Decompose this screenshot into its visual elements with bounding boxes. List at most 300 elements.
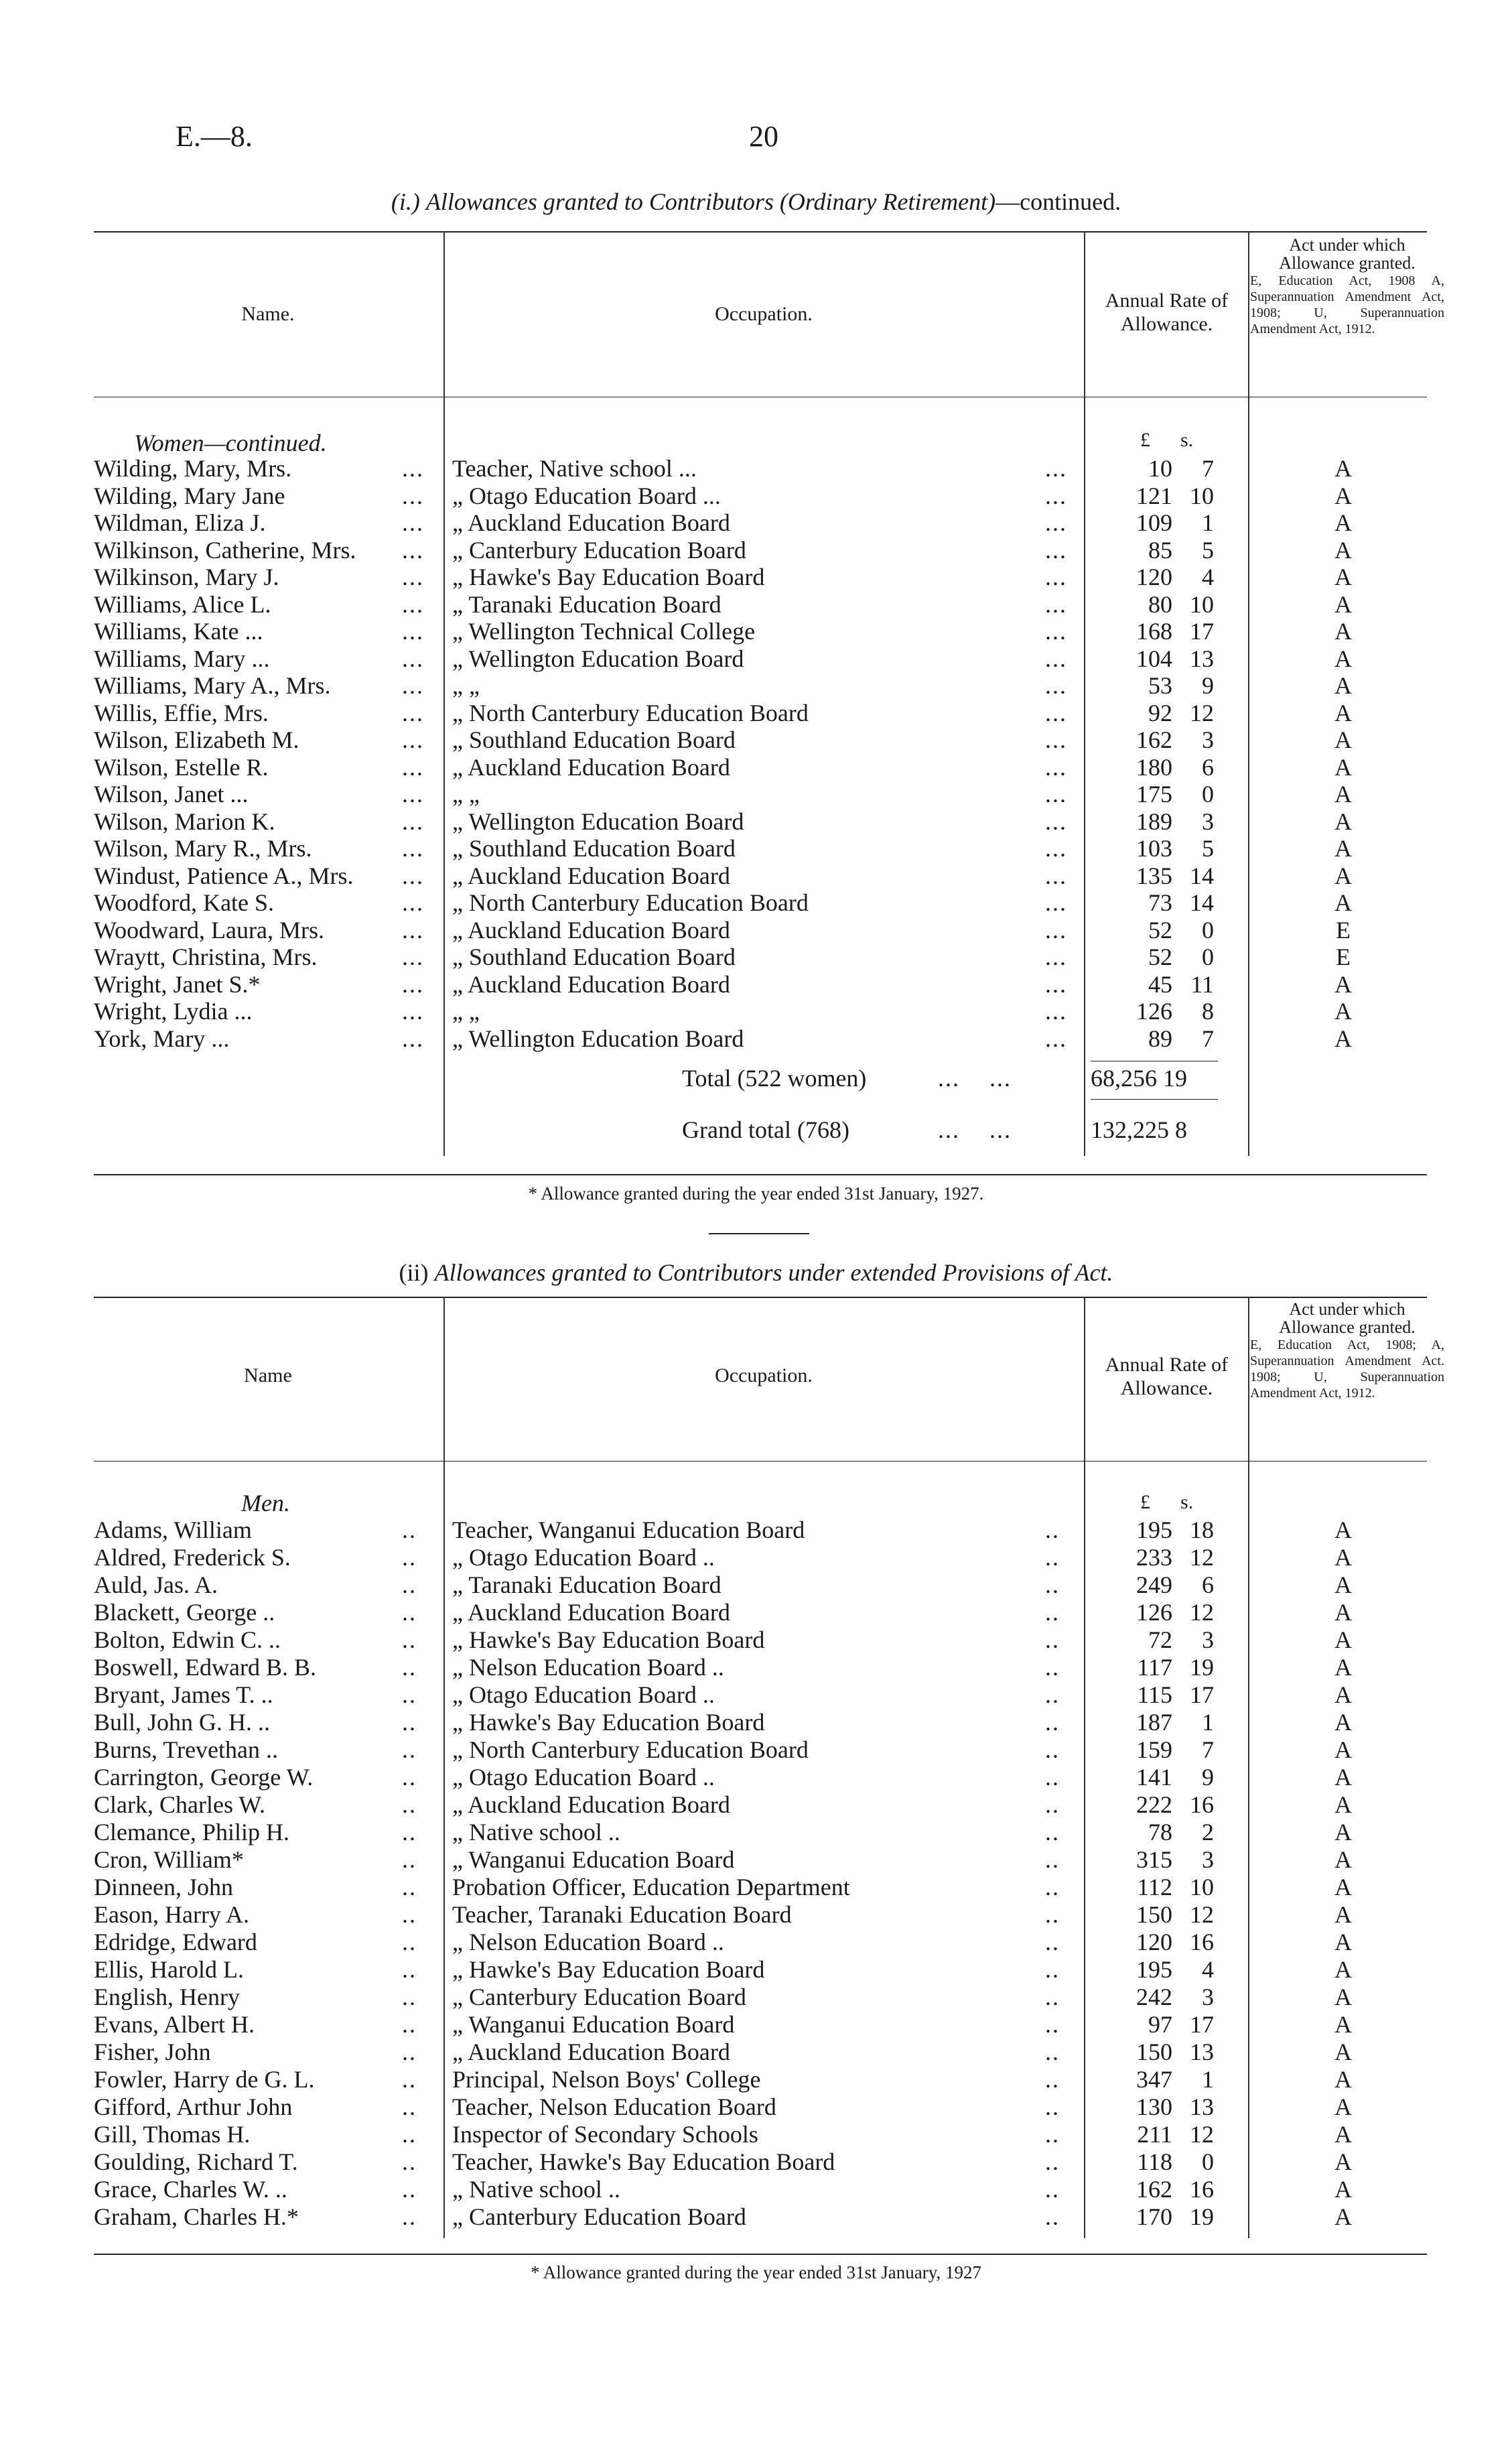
act-cell: A — [1334, 1654, 1352, 1681]
occupation-cell: „ Hawke's Bay Education Board — [452, 1626, 765, 1653]
act-cell: A — [1334, 1571, 1352, 1598]
occupation-leader: ... — [1045, 645, 1067, 672]
name-leader: ... — [402, 455, 424, 482]
name-leader: ... — [402, 753, 424, 781]
name-leader: ... — [402, 726, 424, 753]
table-row — [0, 1818, 1512, 1845]
name-leader: ... — [402, 807, 424, 835]
table-row — [0, 997, 1512, 1025]
name-leader: ... — [402, 889, 424, 916]
section2-shillings-unit: s. — [1180, 1491, 1194, 1513]
section1-act-title: Act under which Allowance granted. — [1279, 235, 1416, 273]
pounds-cell: 195 — [1136, 1516, 1172, 1543]
name-leader: .. — [402, 1874, 417, 1900]
occupation-leader: ... — [1045, 862, 1067, 889]
pounds-cell: 115 — [1137, 1681, 1172, 1708]
occupation-cell: „ Otago Education Board .. — [452, 1681, 715, 1708]
shillings-cell: 4 — [1202, 564, 1214, 590]
section2-top-rule — [94, 1297, 1427, 1298]
act-cell: A — [1334, 1709, 1352, 1736]
name-leader: ... — [402, 536, 424, 564]
act-cell: A — [1334, 699, 1352, 726]
table-row — [0, 1983, 1512, 2010]
name-leader: ... — [402, 835, 424, 862]
occupation-cell: „ Wellington Education Board — [452, 645, 744, 672]
shillings-cell: 3 — [1202, 807, 1214, 835]
pounds-cell: 195 — [1136, 1956, 1172, 1983]
occupation-cell: „ Native school .. — [452, 1819, 620, 1845]
pounds-cell: 150 — [1136, 1901, 1172, 1928]
section2-act-title: Act under which Allowance granted. — [1279, 1299, 1416, 1338]
shillings-cell: 10 — [1190, 1874, 1214, 1900]
total-rule-bottom — [1091, 1099, 1218, 1100]
table-row — [0, 1626, 1512, 1653]
occupation-cell: „ Southland Education Board — [452, 944, 736, 970]
shillings-cell: 12 — [1190, 1544, 1214, 1571]
occupation-cell: „ Auckland Education Board — [452, 1599, 730, 1626]
section2-act-header — [1250, 1300, 1444, 1401]
pounds-cell: 120 — [1136, 1929, 1172, 1955]
shillings-cell: 17 — [1190, 618, 1214, 645]
occupation-cell: Teacher, Hawke's Bay Education Board — [452, 2148, 835, 2175]
shillings-cell: 14 — [1190, 889, 1214, 916]
name-leader: ... — [402, 1025, 424, 1052]
pounds-cell: 104 — [1136, 645, 1172, 672]
name-leader: ... — [402, 482, 424, 509]
shillings-cell: 14 — [1190, 862, 1214, 889]
shillings-cell: 11 — [1190, 970, 1214, 998]
name-cell: Wilding, Mary Jane — [94, 482, 285, 509]
pounds-cell: 10 — [1148, 455, 1172, 482]
occupation-leader: .. — [1045, 1654, 1060, 1681]
occupation-leader: ... — [1045, 970, 1067, 998]
act-cell: A — [1334, 862, 1352, 889]
occupation-leader: ... — [1045, 807, 1067, 835]
name-cell: Eason, Harry A. — [94, 1901, 249, 1928]
occupation-leader: .. — [1045, 1599, 1060, 1626]
separator-rule — [709, 1233, 809, 1234]
occupation-cell: „ Wellington Education Board — [452, 807, 744, 835]
section1-rate-header: Annual Rate of Allowance. — [1105, 289, 1229, 335]
occupation-leader: ... — [1045, 944, 1067, 970]
name-cell: Williams, Mary A., Mrs. — [94, 672, 331, 699]
name-cell: Burns, Trevethan .. — [94, 1736, 279, 1763]
name-leader: .. — [402, 2176, 417, 2203]
table-row — [0, 1653, 1512, 1681]
occupation-cell: „ „ — [452, 672, 480, 699]
occupation-leader: ... — [1045, 672, 1067, 699]
act-cell: E — [1336, 916, 1351, 944]
name-cell: Ellis, Harold L. — [94, 1956, 244, 1983]
occupation-leader: .. — [1045, 2148, 1060, 2175]
shillings-cell: 7 — [1202, 1736, 1214, 1763]
section2-pounds-unit: £ — [1140, 1491, 1150, 1513]
act-cell: A — [1334, 455, 1352, 482]
act-cell: A — [1334, 2038, 1352, 2065]
occupation-cell: „ Auckland Education Board — [452, 862, 730, 889]
act-cell: A — [1334, 564, 1352, 590]
table-row — [0, 2120, 1512, 2148]
name-leader: .. — [402, 1599, 417, 1626]
table-row — [0, 2175, 1512, 2203]
name-cell: Cron, William* — [94, 1846, 244, 1873]
name-cell: Bull, John G. H. .. — [94, 1709, 271, 1736]
shillings-cell: 10 — [1190, 590, 1214, 618]
name-cell: York, Mary ... — [94, 1025, 230, 1052]
pounds-cell: 347 — [1136, 2066, 1172, 2093]
occupation-leader: .. — [1045, 1626, 1060, 1653]
name-cell: Wilson, Marion K. — [94, 807, 275, 835]
section2-header-rule — [94, 1461, 1427, 1462]
pounds-cell: 187 — [1136, 1709, 1172, 1736]
name-cell: Williams, Alice L. — [94, 590, 271, 618]
pounds-cell: 118 — [1137, 2148, 1172, 2175]
name-leader: ... — [402, 699, 424, 726]
shillings-cell: 18 — [1190, 1516, 1214, 1543]
act-cell: A — [1334, 1544, 1352, 1571]
pounds-cell: 130 — [1136, 2093, 1172, 2120]
name-cell: Wraytt, Christina, Mrs. — [94, 944, 318, 970]
table-row — [0, 509, 1512, 536]
table-row — [0, 1708, 1512, 1736]
occupation-leader: .. — [1045, 1956, 1060, 1983]
act-cell: A — [1334, 753, 1352, 781]
name-leader: .. — [402, 1984, 417, 2010]
name-leader: ... — [402, 564, 424, 590]
name-leader: ... — [402, 590, 424, 618]
section2-caption — [0, 1258, 1512, 1287]
occupation-cell: „ Auckland Education Board — [452, 916, 730, 944]
table-row — [0, 2093, 1512, 2120]
occupation-leader: .. — [1045, 1516, 1060, 1543]
table-row — [0, 834, 1512, 862]
occupation-leader: ... — [1045, 726, 1067, 753]
act-cell: A — [1334, 2121, 1352, 2148]
name-cell: Wilson, Mary R., Mrs. — [94, 835, 312, 862]
occupation-cell: Teacher, Nelson Education Board — [452, 2093, 776, 2120]
name-cell: Wright, Lydia ... — [94, 998, 253, 1025]
shillings-cell: 1 — [1202, 2066, 1214, 2093]
name-leader: ... — [402, 618, 424, 645]
act-cell: A — [1334, 1025, 1352, 1052]
act-cell: A — [1334, 672, 1352, 699]
name-cell: Wilson, Elizabeth M. — [94, 726, 299, 753]
occupation-cell: „ Nelson Education Board .. — [452, 1654, 724, 1681]
section1-table-body — [0, 454, 1512, 1051]
pounds-cell: 92 — [1148, 699, 1172, 726]
occupation-leader: ... — [1045, 699, 1067, 726]
name-cell: Evans, Albert H. — [94, 2011, 255, 2038]
shillings-cell: 13 — [1190, 2093, 1214, 2120]
table-row — [0, 617, 1512, 645]
occupation-leader: .. — [1045, 1901, 1060, 1928]
pounds-cell: 242 — [1136, 1984, 1172, 2010]
act-cell: A — [1334, 2011, 1352, 2038]
pounds-cell: 120 — [1136, 564, 1172, 590]
shillings-cell: 6 — [1202, 753, 1214, 781]
act-cell: A — [1334, 970, 1352, 998]
occupation-cell: „ Wanganui Education Board — [452, 2011, 735, 2038]
table-row — [0, 1763, 1512, 1791]
act-cell: A — [1334, 1901, 1352, 1928]
occupation-cell: „ Wellington Education Board — [452, 1025, 744, 1052]
name-cell: Auld, Jas. A. — [94, 1571, 218, 1598]
name-cell: Wilding, Mary, Mrs. — [94, 455, 292, 482]
name-cell: Blackett, George .. — [94, 1599, 275, 1626]
occupation-leader: .. — [1045, 2203, 1060, 2230]
occupation-leader: .. — [1045, 1709, 1060, 1736]
occupation-cell: „ Otago Education Board .. — [452, 1544, 715, 1571]
name-leader: .. — [402, 1901, 417, 1928]
pounds-cell: 170 — [1136, 2203, 1172, 2230]
pounds-cell: 233 — [1136, 1544, 1172, 1571]
occupation-leader: .. — [1045, 1874, 1060, 1900]
section2-name-header: Name — [244, 1364, 292, 1386]
name-leader: .. — [402, 1681, 417, 1708]
name-leader: .. — [402, 2038, 417, 2065]
pounds-cell: 249 — [1136, 1571, 1172, 1598]
occupation-cell: „ Auckland Education Board — [452, 1791, 730, 1818]
section1-caption-title: Allowances granted to Contributors (Ordinary Retirement) — [425, 188, 996, 215]
name-cell: Grace, Charles W. .. — [94, 2176, 287, 2203]
name-cell: Woodward, Laura, Mrs. — [94, 916, 325, 944]
occupation-cell: „ Canterbury Education Board — [452, 2203, 746, 2230]
occupation-leader: .. — [1045, 1571, 1060, 1598]
name-leader: ... — [402, 781, 424, 807]
act-cell: A — [1334, 2066, 1352, 2093]
act-cell: A — [1334, 1874, 1352, 1900]
name-leader: .. — [402, 2066, 417, 2093]
pounds-cell: 126 — [1136, 998, 1172, 1025]
table-row — [0, 1928, 1512, 1955]
table-row — [0, 1955, 1512, 1983]
occupation-leader: ... — [1045, 781, 1067, 807]
act-cell: A — [1334, 1846, 1352, 1873]
pounds-cell: 162 — [1136, 2176, 1172, 2203]
occupation-cell: Inspector of Secondary Schools — [452, 2121, 758, 2148]
occupation-leader: .. — [1045, 1984, 1060, 2010]
occupation-leader: ... — [1045, 590, 1067, 618]
act-cell: A — [1334, 2203, 1352, 2230]
section1-pounds-unit: £ — [1140, 429, 1150, 451]
pounds-cell: 109 — [1136, 509, 1172, 536]
name-cell: Graham, Charles H.* — [94, 2203, 299, 2230]
table-row — [0, 753, 1512, 781]
occupation-leader: .. — [1045, 1791, 1060, 1818]
occupation-cell: Teacher, Taranaki Education Board — [452, 1901, 792, 1928]
grand-total-value: 132,225 8 — [1091, 1116, 1187, 1143]
name-leader: .. — [402, 2203, 417, 2230]
occupation-leader: ... — [1045, 455, 1067, 482]
shillings-cell: 0 — [1202, 2148, 1214, 2175]
section2-caption-prefix: (ii) — [399, 1259, 429, 1286]
occupation-leader: .. — [1045, 2121, 1060, 2148]
section1-name-header: Name. — [241, 303, 295, 325]
occupation-leader: .. — [1045, 1544, 1060, 1571]
pounds-cell: 85 — [1148, 536, 1172, 564]
name-cell: Goulding, Richard T. — [94, 2148, 298, 2175]
shillings-cell: 17 — [1190, 2011, 1214, 2038]
section2-act-key: E, Education Act, 1908; A, Superannuation Amendment Act. 1908; U, Superannuation Amendment Act, 1912. — [1250, 1337, 1444, 1401]
shillings-cell: 13 — [1190, 645, 1214, 672]
table-row — [0, 916, 1512, 944]
pounds-cell: 222 — [1136, 1791, 1172, 1818]
table-row — [0, 1543, 1512, 1571]
occupation-cell: „ Native school .. — [452, 2176, 620, 2203]
pounds-cell: 72 — [1148, 1626, 1172, 1653]
name-leader: .. — [402, 1544, 417, 1571]
shillings-cell: 16 — [1190, 1791, 1214, 1818]
name-cell: Bolton, Edwin C. .. — [94, 1626, 281, 1653]
table-row — [0, 2065, 1512, 2093]
name-cell: Clemance, Philip H. — [94, 1819, 289, 1845]
name-leader: ... — [402, 998, 424, 1025]
act-cell: A — [1334, 1516, 1352, 1543]
act-cell: A — [1334, 1984, 1352, 2010]
name-cell: Williams, Mary ... — [94, 645, 270, 672]
table-row — [0, 970, 1512, 998]
occupation-cell: Probation Officer, Education Department — [452, 1874, 850, 1900]
pounds-cell: 135 — [1136, 862, 1172, 889]
act-cell: A — [1334, 590, 1352, 618]
name-leader: ... — [402, 944, 424, 970]
pounds-cell: 117 — [1137, 1654, 1172, 1681]
pounds-cell: 112 — [1137, 1874, 1172, 1900]
name-leader: .. — [402, 1736, 417, 1763]
shillings-cell: 9 — [1202, 672, 1214, 699]
occupation-cell: „ Canterbury Education Board — [452, 1984, 746, 2010]
occupation-cell: „ „ — [452, 998, 480, 1025]
occupation-leader: .. — [1045, 1764, 1060, 1791]
name-leader: .. — [402, 1626, 417, 1653]
name-cell: Fowler, Harry de G. L. — [94, 2066, 315, 2093]
pounds-cell: 78 — [1148, 1819, 1172, 1845]
shillings-cell: 3 — [1202, 1846, 1214, 1873]
occupation-leader: .. — [1045, 1846, 1060, 1873]
act-cell: A — [1334, 1681, 1352, 1708]
name-leader: .. — [402, 2121, 417, 2148]
act-cell: A — [1334, 1791, 1352, 1818]
shillings-cell: 19 — [1190, 1654, 1214, 1681]
table-row — [0, 699, 1512, 726]
table-row — [0, 943, 1512, 970]
name-cell: Gifford, Arthur John — [94, 2093, 293, 2120]
occupation-cell: „ Canterbury Education Board — [452, 536, 746, 564]
shillings-cell: 12 — [1190, 699, 1214, 726]
section1-occupation-header: Occupation. — [715, 303, 813, 325]
name-leader: .. — [402, 1846, 417, 1873]
occupation-leader: ... — [1045, 998, 1067, 1025]
table-row — [0, 2203, 1512, 2230]
total-value: 68,256 19 — [1091, 1065, 1187, 1092]
act-cell: A — [1334, 781, 1352, 807]
act-cell: E — [1336, 944, 1351, 970]
pounds-cell: 150 — [1136, 2038, 1172, 2065]
occupation-cell: Teacher, Wanganui Education Board — [452, 1516, 805, 1543]
occupation-leader: ... — [1045, 916, 1067, 944]
table-row — [0, 482, 1512, 509]
name-leader: .. — [402, 1956, 417, 1983]
act-cell: A — [1334, 835, 1352, 862]
occupation-leader: .. — [1045, 1736, 1060, 1763]
occupation-leader: ... — [1045, 536, 1067, 564]
shillings-cell: 1 — [1202, 509, 1214, 536]
name-leader: .. — [402, 1929, 417, 1955]
act-cell: A — [1334, 1736, 1352, 1763]
pounds-cell: 126 — [1136, 1599, 1172, 1626]
shillings-cell: 3 — [1202, 726, 1214, 753]
section1-shillings-unit: s. — [1180, 429, 1194, 451]
name-cell: Fisher, John — [94, 2038, 211, 2065]
table-row — [0, 1598, 1512, 1626]
shillings-cell: 8 — [1202, 998, 1214, 1025]
act-cell: A — [1334, 889, 1352, 916]
occupation-leader: ... — [1045, 889, 1067, 916]
pounds-cell: 180 — [1136, 753, 1172, 781]
occupation-cell: „ Auckland Education Board — [452, 970, 730, 998]
section2-table-body — [0, 1516, 1512, 2230]
total-leader: ... ... — [938, 1065, 1012, 1092]
shillings-cell: 16 — [1190, 1929, 1214, 1955]
occupation-leader: .. — [1045, 1819, 1060, 1845]
grand-total-leader: ... ... — [938, 1116, 1012, 1143]
act-cell: A — [1334, 2176, 1352, 2203]
shillings-cell: 5 — [1202, 536, 1214, 564]
occupation-cell: „ „ — [452, 781, 480, 807]
pounds-cell: 121 — [1136, 482, 1172, 509]
occupation-cell: „ Auckland Education Board — [452, 509, 730, 536]
pounds-cell: 162 — [1136, 726, 1172, 753]
table-row — [0, 780, 1512, 807]
name-leader: .. — [402, 1791, 417, 1818]
occupation-leader: .. — [1045, 2066, 1060, 2093]
act-cell: A — [1334, 1764, 1352, 1791]
section2-footnote: * Allowance granted during the year ended 31st January, 1927 — [530, 2262, 982, 2282]
table-row — [0, 2148, 1512, 2175]
name-leader: .. — [402, 2011, 417, 2038]
occupation-cell: „ Wellington Technical College — [452, 618, 756, 645]
shillings-cell: 1 — [1202, 1709, 1214, 1736]
shillings-cell: 12 — [1190, 1901, 1214, 1928]
occupation-cell: „ Hawke's Bay Education Board — [452, 564, 765, 590]
name-leader: .. — [402, 1516, 417, 1543]
occupation-leader: .. — [1045, 1929, 1060, 1955]
name-leader: .. — [402, 1654, 417, 1681]
section1-group-label: Women—continued. — [134, 430, 327, 456]
name-cell: English, Henry — [94, 1984, 240, 2010]
occupation-cell: „ Southland Education Board — [452, 835, 736, 862]
table-row — [0, 1681, 1512, 1708]
pounds-cell: 45 — [1148, 970, 1172, 998]
name-cell: Adams, William — [94, 1516, 252, 1543]
table-row — [0, 889, 1512, 916]
section1-caption-suffix: —continued. — [995, 188, 1121, 215]
shillings-cell: 0 — [1202, 944, 1214, 970]
act-cell: A — [1334, 482, 1352, 509]
section1-act-key: E, Education Act, 1908 A, Superannuation Amendment Act, 1908; U, Superannuation Amendment Act, 1912. — [1250, 273, 1444, 336]
table-row — [0, 2038, 1512, 2065]
occupation-leader: .. — [1045, 2038, 1060, 2065]
pounds-cell: 189 — [1136, 807, 1172, 835]
name-leader: .. — [402, 1819, 417, 1845]
table-row — [0, 1845, 1512, 1873]
occupation-cell: Teacher, Native school ... — [452, 455, 697, 482]
occupation-cell: „ Southland Education Board — [452, 726, 736, 753]
name-cell: Wilson, Janet ... — [94, 781, 249, 807]
name-leader: .. — [402, 2148, 417, 2175]
table-row — [0, 2010, 1512, 2038]
act-cell: A — [1334, 1599, 1352, 1626]
